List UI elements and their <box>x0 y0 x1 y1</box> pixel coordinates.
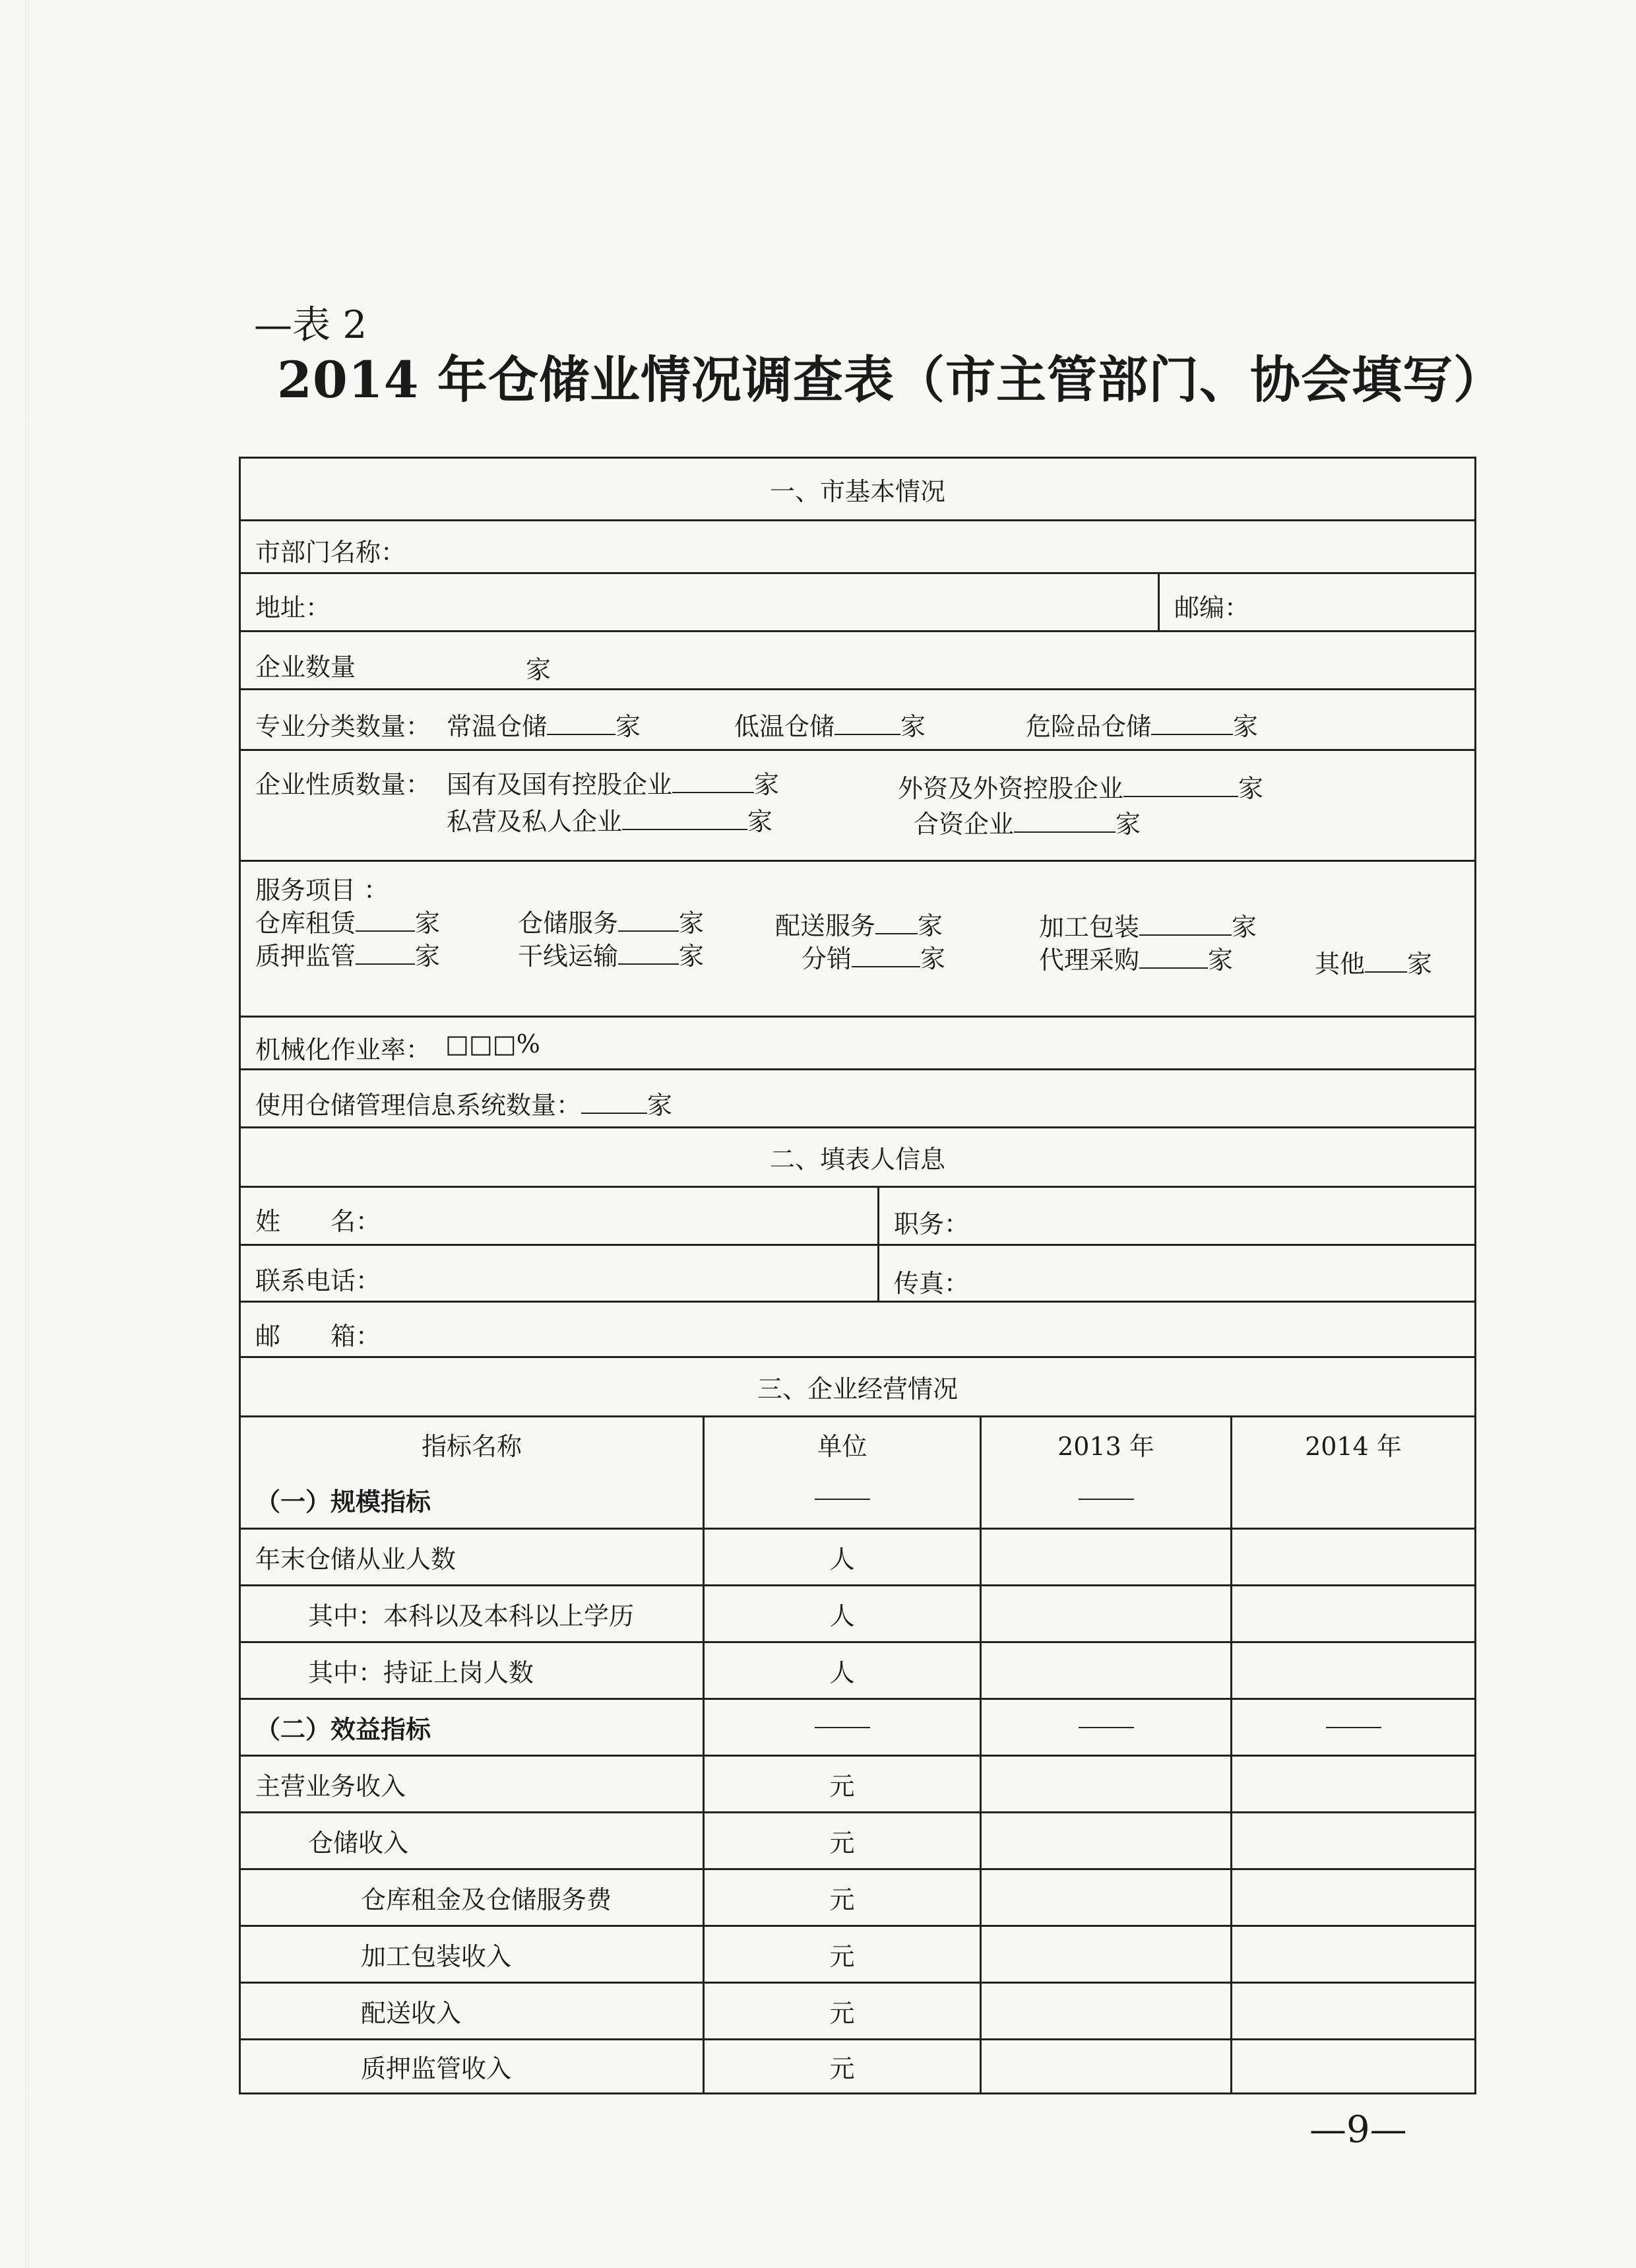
blank-field[interactable] <box>1139 912 1232 936</box>
address-label: 地址： <box>255 593 331 622</box>
indicator-name-cell: （二）效益指标 <box>255 1714 431 1744</box>
category-item: 危险品仓储 家 <box>1026 712 1259 741</box>
value-cell-y2014[interactable] <box>1230 1586 1474 1641</box>
indicator-name-cell: 配送收入 <box>361 1999 462 2028</box>
value-cell-y2014[interactable] <box>1230 1757 1474 1811</box>
unit-cell: 元 <box>703 1813 980 1868</box>
phone-label: 联系电话： <box>255 1266 381 1295</box>
page-number: —9— <box>1309 2108 1407 2151</box>
indicator-name-cell: （一）规模指标 <box>255 1486 431 1516</box>
column-header: 指标名称 <box>421 1432 522 1461</box>
section2-heading: 二、填表人信息 <box>769 1145 945 1174</box>
table-header-row <box>241 1415 1474 1471</box>
position-label: 职务： <box>894 1210 970 1239</box>
value-cell-y2014[interactable] <box>1230 1984 1474 2038</box>
nature-item: 外资及外资控股企业 家 <box>898 774 1264 803</box>
indicator-name-cell: 仓储收入 <box>308 1829 409 1858</box>
service-item: 仓库租赁 家 <box>255 909 441 938</box>
blank-field[interactable] <box>547 711 615 735</box>
nature-item: 合资企业 家 <box>914 810 1141 839</box>
enterprise-count-row[interactable] <box>241 630 1474 688</box>
column-header: 2013 年 <box>980 1417 1230 1471</box>
value-cell-y2013[interactable] <box>980 2040 1230 2092</box>
value-cell-y2013[interactable] <box>980 1870 1230 1925</box>
blank-field[interactable] <box>672 769 754 793</box>
dept-row[interactable] <box>241 519 1474 572</box>
unit-cell <box>703 1700 980 1755</box>
blank-field[interactable] <box>618 941 679 965</box>
blank-field[interactable] <box>875 911 918 934</box>
value-cell-y2013[interactable] <box>980 1643 1230 1698</box>
indicator-name-cell: 质押监管收入 <box>361 2054 512 2083</box>
blank-field[interactable] <box>1123 773 1238 797</box>
service-item: 质押监管 家 <box>255 942 441 971</box>
name-label: 姓 名： <box>255 1207 381 1236</box>
blank-field[interactable] <box>618 908 679 932</box>
value-cell-y2014[interactable] <box>1230 2040 1474 2092</box>
not-applicable-mark <box>1079 1727 1134 1728</box>
blank-field[interactable] <box>834 711 900 735</box>
service-item: 配送服务 家 <box>775 911 943 940</box>
service-item: 加工包装 家 <box>1039 913 1257 942</box>
unit-cell: 元 <box>703 2040 980 2092</box>
phone-row <box>241 1244 1474 1301</box>
fax-label: 传真： <box>894 1269 970 1298</box>
nature-row <box>241 749 1474 860</box>
table-row <box>241 2038 1474 2092</box>
category-item: 常温仓储 家 <box>447 712 641 741</box>
indicator-name-cell: 其中：本科以及本科以上学历 <box>308 1602 635 1631</box>
indicator-name-cell: 仓库租金及仓储服务费 <box>361 1885 612 1914</box>
value-cell-y2014[interactable] <box>1230 1643 1474 1698</box>
unit-cell: 元 <box>703 1870 980 1925</box>
blank-field[interactable] <box>581 1090 647 1114</box>
unit-cell: 元 <box>703 1927 980 1982</box>
indicator-table-body <box>241 1471 1474 2092</box>
category-label: 专业分类数量： <box>255 712 431 741</box>
indicator-name-cell: 加工包装收入 <box>361 1942 512 1971</box>
value-cell-y2013[interactable] <box>980 1700 1230 1755</box>
section1-heading-row <box>241 459 1474 519</box>
unit-cell: 人 <box>703 1586 980 1641</box>
info-system-item: 使用仓储管理信息系统数量： 家 <box>255 1091 673 1120</box>
not-applicable-mark <box>1079 1499 1134 1500</box>
nature-item: 私营及私人企业 家 <box>447 807 773 836</box>
value-cell-y2014[interactable] <box>1230 1700 1474 1755</box>
email-row[interactable] <box>241 1301 1474 1356</box>
table-row <box>241 1811 1474 1868</box>
postcode-label: 邮编： <box>1174 593 1250 622</box>
service-item: 干线运输 家 <box>518 942 705 971</box>
indicator-name-cell: 主营业务收入 <box>255 1772 406 1801</box>
info-system-row <box>241 1068 1474 1126</box>
value-cell-y2013[interactable] <box>980 1471 1230 1528</box>
value-cell-y2014[interactable] <box>1230 1870 1474 1925</box>
value-cell-y2013[interactable] <box>980 1984 1230 2038</box>
value-cell-y2013[interactable] <box>980 1927 1230 1982</box>
category-row <box>241 688 1474 749</box>
column-header: 2014 年 <box>1230 1417 1474 1471</box>
blank-field[interactable] <box>622 806 747 830</box>
unit-cell: 元 <box>703 1984 980 2038</box>
table-row <box>241 1584 1474 1641</box>
value-cell-y2014[interactable] <box>1230 1813 1474 1868</box>
service-item: 分销 家 <box>802 944 946 973</box>
blank-field[interactable] <box>1014 809 1116 833</box>
dept-label: 市部门名称： <box>255 538 406 567</box>
table-row <box>241 1471 1474 1528</box>
blank-field[interactable] <box>356 908 415 932</box>
value-cell-y2014[interactable] <box>1230 1471 1474 1528</box>
value-cell-y2014[interactable] <box>1230 1530 1474 1584</box>
mechanization-label: 机械化作业率： <box>255 1035 431 1064</box>
blank-field[interactable] <box>1139 945 1208 969</box>
section1-heading: 一、市基本情况 <box>769 476 945 506</box>
not-applicable-mark <box>1326 1727 1381 1728</box>
table-row <box>241 1925 1474 1982</box>
not-applicable-mark <box>815 1727 870 1728</box>
enterprise-count-unit: 家 <box>526 655 551 684</box>
blank-field[interactable] <box>1365 949 1407 973</box>
value-cell-y2013[interactable] <box>980 1813 1230 1868</box>
enterprise-count-label: 企业数量 <box>255 653 356 682</box>
category-item: 低温仓储 家 <box>734 712 926 741</box>
binding-edge <box>25 0 29 2268</box>
table-label: —表 2 <box>254 302 367 347</box>
unit-cell <box>703 1471 980 1528</box>
indicator-name-cell: 年末仓储从业人数 <box>255 1545 456 1574</box>
section3-heading: 三、企业经营情况 <box>757 1375 958 1404</box>
section2-heading-row <box>241 1126 1474 1186</box>
survey-form <box>239 457 1476 2094</box>
document-title: 2014 年仓储业情况调查表（市主管部门、协会填写） <box>277 350 1504 409</box>
services-label: 服务项目 ： <box>255 876 389 905</box>
mechanization-value: □□□% <box>445 1029 540 1058</box>
blank-field[interactable] <box>1151 711 1233 735</box>
services-row <box>241 860 1474 1016</box>
unit-cell: 元 <box>703 1757 980 1811</box>
table-row <box>241 1698 1474 1755</box>
table-row <box>241 1755 1474 1811</box>
column-header: 单位 <box>703 1417 980 1471</box>
service-item: 仓储服务 家 <box>518 909 705 938</box>
email-label: 邮 箱： <box>255 1322 381 1351</box>
blank-field[interactable] <box>852 944 920 967</box>
nature-item: 国有及国有控股企业 家 <box>447 770 780 799</box>
mechanization-row[interactable] <box>241 1016 1474 1068</box>
blank-field[interactable] <box>356 941 415 965</box>
value-cell-y2013[interactable] <box>980 1530 1230 1584</box>
section3-heading-row <box>241 1356 1474 1415</box>
table-row <box>241 1982 1474 2038</box>
value-cell-y2014[interactable] <box>1230 1927 1474 1982</box>
address-row <box>241 572 1474 630</box>
table-row <box>241 1641 1474 1698</box>
table-row <box>241 1528 1474 1584</box>
unit-cell: 人 <box>703 1643 980 1698</box>
nature-label: 企业性质数量： <box>255 770 431 799</box>
table-row <box>241 1868 1474 1925</box>
name-row <box>241 1186 1474 1244</box>
service-item: 其他 家 <box>1315 950 1433 979</box>
not-applicable-mark <box>815 1499 870 1500</box>
unit-cell: 人 <box>703 1530 980 1584</box>
value-cell-y2013[interactable] <box>980 1586 1230 1641</box>
value-cell-y2013[interactable] <box>980 1757 1230 1811</box>
indicator-name-cell: 其中：持证上岗人数 <box>308 1658 534 1687</box>
service-item: 代理采购 家 <box>1039 946 1234 975</box>
